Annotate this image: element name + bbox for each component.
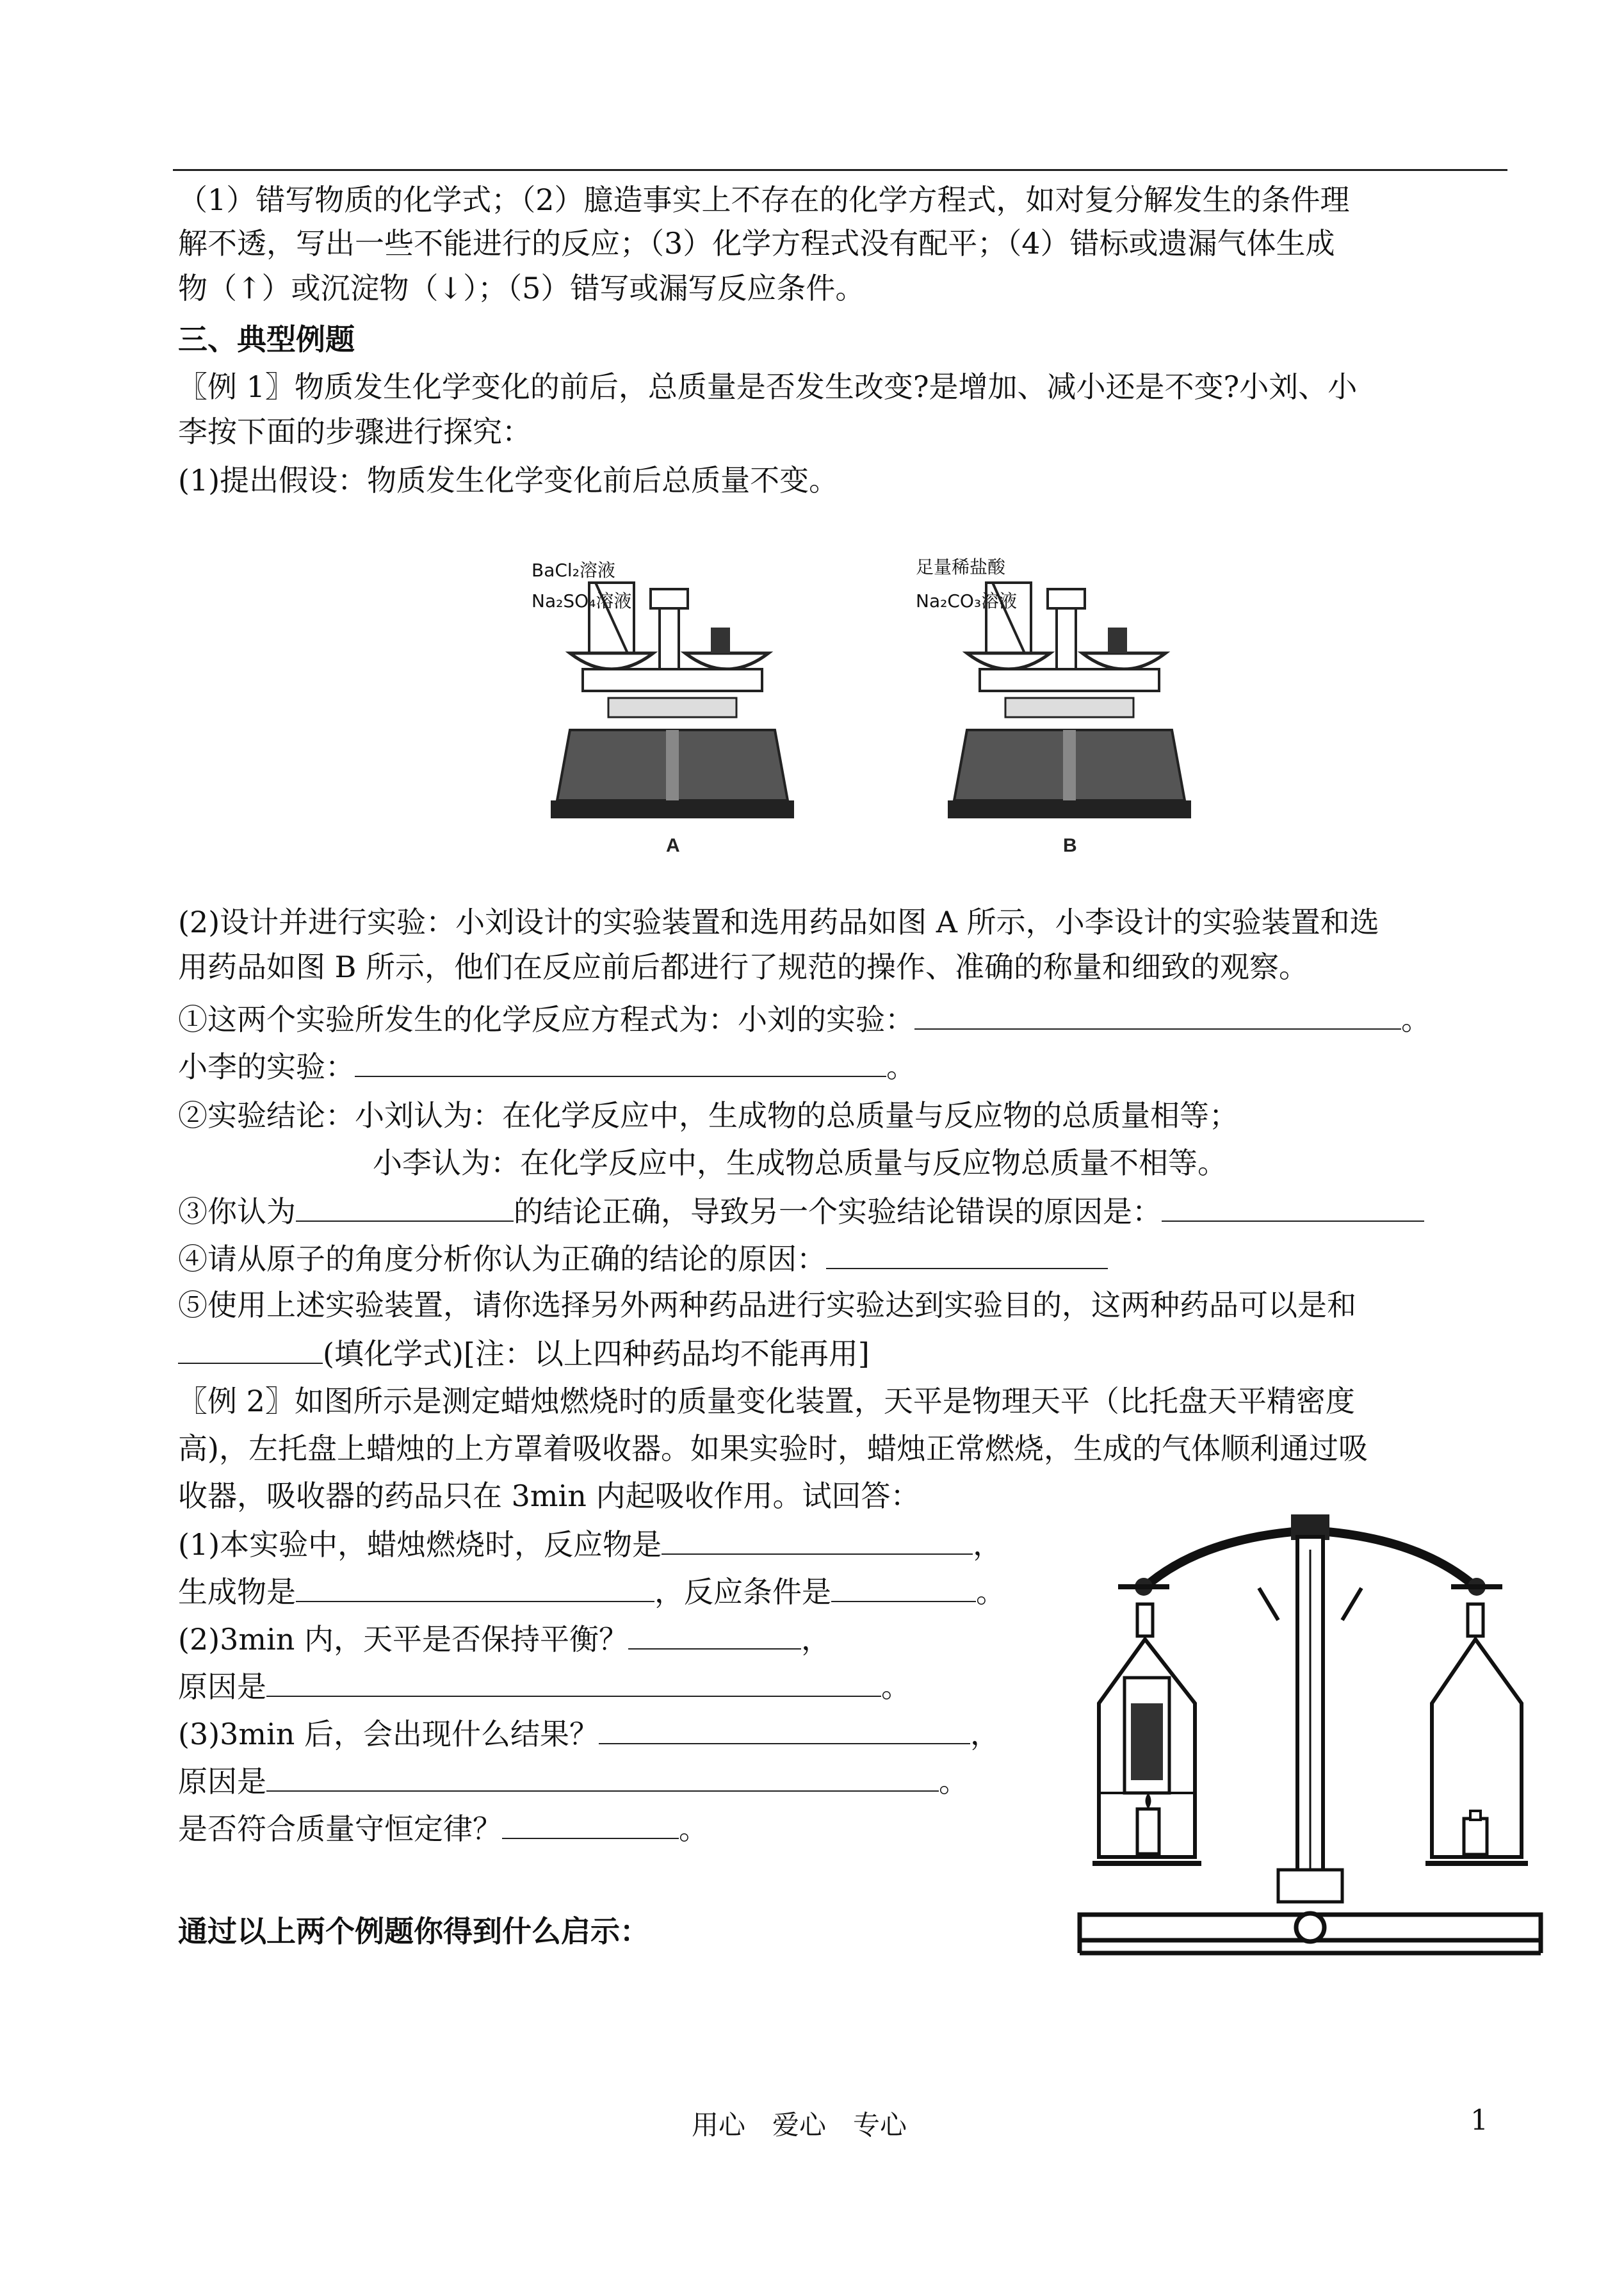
figure-a-label-2: Na₂SO₄溶液 xyxy=(532,590,632,612)
example1-line-2: 李按下面的步骤进行探究： xyxy=(178,414,532,449)
example2-question-1: (1)本实验中，蜡烛燃烧时，反应物是 ， xyxy=(178,1524,1002,1564)
page-number: 1 xyxy=(1470,2104,1488,2137)
example2-question-3c: 是否符合质量守恒定律？ 。 xyxy=(178,1808,708,1848)
balance-a xyxy=(532,560,794,856)
figure-b-label-1: 足量稀盐酸 xyxy=(916,556,1006,578)
example1-question-5: ⑤使用上述实验装置，请你选择另外两种药品进行实验达到实验目的，这两种药品可以是和 xyxy=(178,1288,1356,1322)
example1-line-3: (1)提出假设：物质发生化学变化前后总质量不变。 xyxy=(178,463,839,498)
answer-blank[interactable] xyxy=(266,1761,939,1792)
intro-line-3: 物（↑）或沉淀物（↓）；（5）错写或漏写反应条件。 xyxy=(178,271,865,305)
answer-blank[interactable] xyxy=(628,1619,801,1650)
answer-blank[interactable] xyxy=(826,1238,1108,1269)
section-title: 三、典型例题 xyxy=(178,322,355,357)
answer-blank[interactable] xyxy=(831,1571,976,1602)
figure-a-label-1: BaCl₂溶液 xyxy=(532,560,615,581)
answer-blank[interactable] xyxy=(662,1524,973,1555)
example1-question-2b: 小李认为：在化学反应中，生成物总质量与反应物总质量不相等。 xyxy=(373,1146,1227,1180)
intro-line-2: 解不透，写出一些不能进行的反应；（3）化学方程式没有配平；（4）错标或遗漏气体生成 xyxy=(178,226,1335,261)
answer-blank[interactable] xyxy=(914,999,1401,1030)
answer-blank[interactable] xyxy=(178,1333,323,1364)
example1-question-1: ①这两个实验所发生的化学反应方程式为：小刘的实验： 。 xyxy=(178,999,1431,1039)
footer-motto: 用心 爱心 专心 xyxy=(692,2109,907,2141)
example1-question-5b: (填化学式)[注：以上四种药品均不能再用] xyxy=(178,1333,870,1373)
example2-question-2: (2)3min 内，天平是否保持平衡？ ， xyxy=(178,1619,831,1658)
answer-blank[interactable] xyxy=(355,1046,886,1077)
example1-question-2: ②实验结论：小刘认为：在化学反应中，生成物的总质量与反应物的总质量相等； xyxy=(178,1098,1238,1133)
answer-blank[interactable] xyxy=(1162,1191,1424,1222)
example1-question-3: ③你认为 的结论正确，导致另一个实验结论错误的原因是： xyxy=(178,1191,1424,1231)
example2-line-1: 〖例 2〗如图所示是测定蜡烛燃烧时的质量变化装置，天平是物理天平（比托盘天平精密度 xyxy=(178,1384,1355,1418)
answer-blank[interactable] xyxy=(599,1714,970,1744)
answer-blank[interactable] xyxy=(296,1571,654,1602)
answer-blank[interactable] xyxy=(502,1808,679,1839)
answer-blank[interactable] xyxy=(296,1191,514,1222)
intro-line-1: （1）错写物质的化学式；（2）臆造事实上不存在的化学方程式，如对复分解发生的条件理 xyxy=(178,182,1350,217)
figure-a-caption: A xyxy=(666,835,680,856)
example1-line-1: 〖例 1〗物质发生化学变化的前后，总质量是否发生改变?是增加、减小还是不变?小刘、小 xyxy=(178,369,1358,404)
figure-b-caption: B xyxy=(1063,835,1077,856)
example1-question-4: ④请从原子的角度分析你认为正确的结论的原因： xyxy=(178,1238,1108,1278)
summary-prompt: 通过以上两个例题你得到什么启示： xyxy=(178,1914,649,1949)
balance-figure-a-b xyxy=(532,544,1287,864)
example2-line-2: 高)，左托盘上蜡烛的上方罩着吸收器。如果实验时，蜡烛正常燃烧，生成的气体顺利通过吸 xyxy=(178,1431,1368,1466)
figure-b-label-2: Na₂CO₃溶液 xyxy=(916,590,1018,612)
example1-line-5: 用药品如图 B 所示，他们在反应前后都进行了规范的操作、准确的称量和细致的观察。 xyxy=(178,950,1309,984)
example2-question-2b: 原因是 。 xyxy=(178,1666,911,1706)
candle-balance-figure xyxy=(1073,1511,1547,1998)
example2-question-3b: 原因是 。 xyxy=(178,1761,968,1801)
example1-line-4: (2)设计并进行实验：小刘设计的实验装置和选用药品如图 A 所示，小李设计的实验装置和选 xyxy=(178,905,1379,939)
header-rule xyxy=(173,169,1507,171)
example2-line-3: 收器，吸收器的药品只在 3min 内起吸收作用。试回答： xyxy=(178,1479,920,1513)
example2-question-1b: 生成物是 ，反应条件是 。 xyxy=(178,1571,1005,1611)
answer-blank[interactable] xyxy=(266,1666,881,1697)
balance-b xyxy=(916,556,1191,856)
example1-question-1b: 小李的实验： 。 xyxy=(178,1046,916,1086)
example2-question-3: (3)3min 后，会出现什么结果？ ， xyxy=(178,1714,1000,1753)
